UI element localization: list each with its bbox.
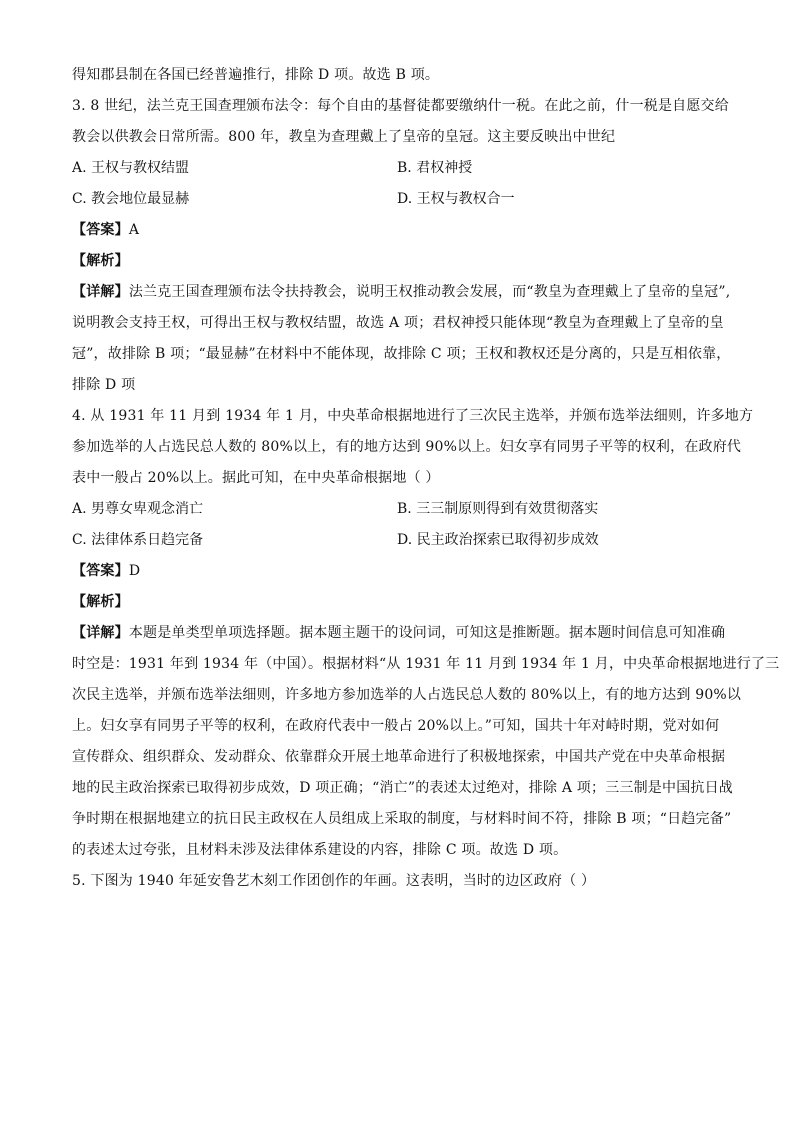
text-line: 得知郡县制在各国已经普遍推行，排除 D 项。故选 B 项。 <box>72 67 440 83</box>
detail-tag: 【详解】 <box>72 284 129 300</box>
question-4-detail-line <box>72 618 726 649</box>
option-a: A. 王权与教权结盟 <box>72 160 190 176</box>
question-3-options-row <box>72 153 722 184</box>
question-4-answer <box>72 556 722 587</box>
question-4-stem-line: 4. 从 1931 年 11 月到 1934 年 1 月，中央革命根据地进行了三次民主选举，并颁布选举法细则，许多地方 <box>72 408 754 424</box>
option-b: B. 三三制原则得到有效贯彻落实 <box>397 501 599 517</box>
question-3-stem-line: 3. 8 世纪，法兰克王国查理颁布法令：每个自由的基督徒都要缴纳什一税。在此之前，什一税是自愿交给 <box>72 98 729 114</box>
analysis-tag: 【解析】 <box>72 594 129 610</box>
option-d: D. 民主政治探索已取得初步成效 <box>397 532 599 548</box>
question-4-stem-line: 表中一般占 20%以上。据此可知，在中央革命根据地（ ） <box>72 470 440 486</box>
question-4-detail-line: 次民主选举，并颁布选举法细则，许多地方参加选举的人占选民总人数的 80%以上，有的地方达到 90%以 <box>72 687 742 703</box>
question-4-detail-line: 争时期在根据地建立的抗日民主政权在人员组成上采取的制度，与材料时间不符，排除 B 项；“日趋完备” <box>72 811 732 827</box>
option-a: A. 男尊女卑观念消亡 <box>72 501 204 517</box>
option-c: C. 教会地位最显赫 <box>72 191 190 207</box>
answer-value: A <box>128 222 140 238</box>
question-4-options-row <box>72 494 722 525</box>
option-b: B. 君权神授 <box>397 160 473 176</box>
question-3-detail-line <box>72 277 731 308</box>
answer-tag: 【答案】 <box>72 563 129 579</box>
question-4-detail-line: 上。妇女享有同男子平等的权利，在政府代表中一般占 20%以上。”可知，国共十年对峙时期，党对如何 <box>72 718 720 734</box>
question-3-analysis <box>72 246 722 277</box>
question-3-detail-line: 排除 D 项 <box>72 377 136 393</box>
question-3-detail-line: 冠”，故排除 B 项；“最显赫”在材料中不能体现，故排除 C 项；王权和教权还是分离的，只是互相依靠， <box>72 346 731 362</box>
question-4-detail-line: 地的民主政治探索已取得初步成效，D 项正确；“消亡”的表述太过绝对，排除 A 项；三三制是中国抗日战 <box>72 780 733 796</box>
option-c: C. 法律体系日趋完备 <box>72 532 204 548</box>
detail-tag: 【详解】 <box>72 625 129 641</box>
question-4-stem-line: 参加选举的人占选民总人数的 80%以上，有的地方达到 90%以上。妇女享有同男子平等的权利，在政府代 <box>72 439 742 455</box>
question-4-detail-line: 时空是：1931 年到 1934 年（中国）。根据材料“从 1931 年 11 月到 1934 年 1 月，中央革命根据地进行了三 <box>72 656 780 672</box>
detail-text: 本题是单类型单项选择题。据本题主题干的设问词，可知这是推断题。据本题时间信息可知准确 <box>128 625 726 641</box>
question-4-analysis <box>72 587 722 618</box>
question-3-detail-line: 说明教会支持王权，可得出王权与教权结盟，故选 A 项；君权神授只能体现“教皇为查理戴上了皇帝的皇 <box>72 315 724 331</box>
document-page <box>72 60 780 897</box>
question-4-detail-line: 的表述太过夸张，且材料未涉及法律体系建设的内容，排除 C 项。故选 D 项。 <box>72 842 568 858</box>
detail-text: 法兰克王国查理颁布法令扶持教会，说明王权推动教会发展，而“教皇为查理戴上了皇帝的皇冠”, <box>128 284 731 300</box>
question-5-stem-line: 5. 下图为 1940 年延安鲁艺木刻工作团创作的年画。这表明，当时的边区政府（ ） <box>72 873 596 889</box>
analysis-tag: 【解析】 <box>72 253 129 269</box>
question-3-answer <box>72 215 722 246</box>
option-d: D. 王权与教权合一 <box>397 191 515 207</box>
answer-tag: 【答案】 <box>72 222 129 238</box>
question-3-stem-line: 教会以供教会日常所需。800 年，教皇为查理戴上了皇帝的皇冠。这主要反映出中世纪 <box>72 129 616 145</box>
question-3-options-row <box>72 184 722 215</box>
answer-value: D <box>128 563 141 579</box>
question-4-options-row <box>72 525 722 556</box>
question-4-detail-line: 宣传群众、组织群众、发动群众、依靠群众开展土地革命进行了积极地探索，中国共产党在中央革命根据 <box>72 749 726 765</box>
